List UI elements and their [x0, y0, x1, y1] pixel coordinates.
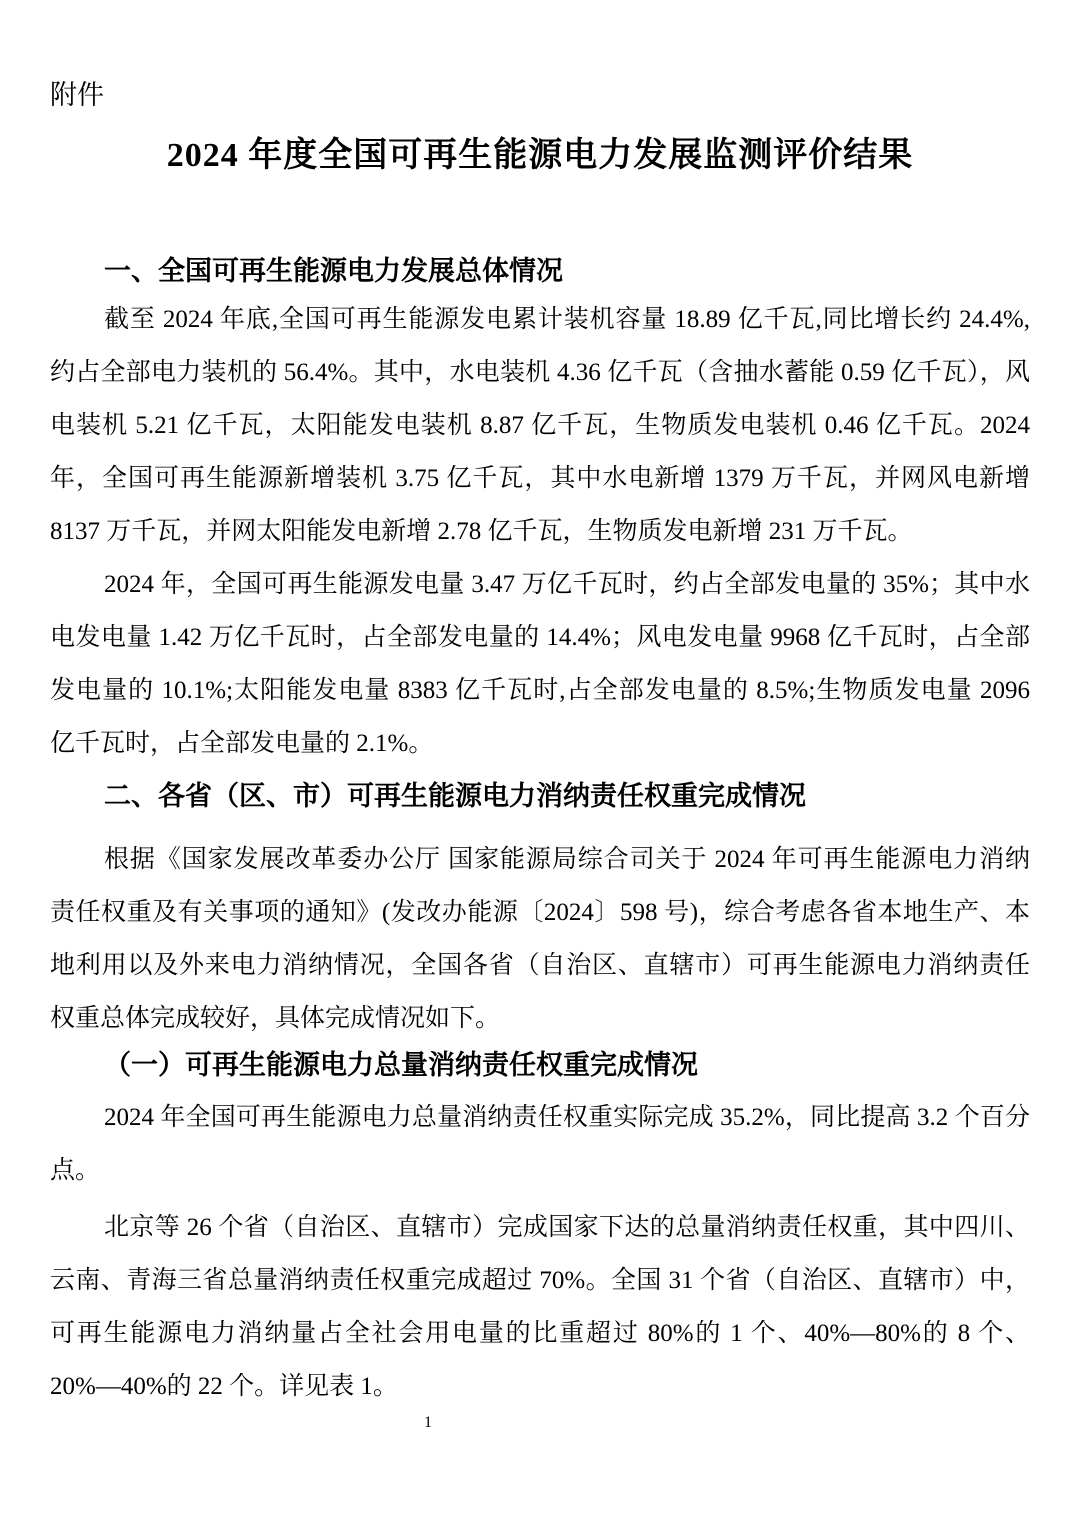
paragraph-line: 可再生能源电力消纳量占全社会用电量的比重超过 80%的 1 个、40%—80%的 8 个、	[50, 1320, 1030, 1347]
paragraph-province-statistics	[50, 1201, 1030, 1413]
section-heading-overall-situation: 一、全国可再生能源电力发展总体情况	[104, 256, 563, 286]
paragraph-line: 2024 年，全国可再生能源发电量 3.47 万亿千瓦时，约占全部发电量的 35%；其中水	[104, 571, 1030, 598]
paragraph-line: 截至 2024 年底,全国可再生能源发电累计装机容量 18.89 亿千瓦,同比增长约 24.4%,	[104, 306, 1030, 333]
subsection-heading-total-consumption-weight: （一）可再生能源电力总量消纳责任权重完成情况	[104, 1050, 698, 1080]
paragraph-line: 电装机 5.21 亿千瓦，太阳能发电装机 8.87 亿千瓦，生物质发电装机 0.46 亿千瓦。2024	[50, 412, 1030, 439]
paragraph-installed-capacity	[50, 293, 1030, 558]
paragraph-line: 电发电量 1.42 万亿千瓦时，占全部发电量的 14.4%；风电发电量 9968 亿千瓦时，占全部	[50, 624, 1030, 651]
paragraph-line: 根据《国家发展改革委办公厅 国家能源局综合司关于 2024 年可再生能源电力消纳	[104, 846, 1030, 873]
paragraph-line: 地利用以及外来电力消纳情况，全国各省（自治区、直辖市）可再生能源电力消纳责任	[50, 952, 1030, 979]
paragraph-generation-volume	[50, 558, 1030, 770]
paragraph-line: 亿千瓦时，占全部发电量的 2.1%。	[50, 730, 434, 757]
paragraph-line: 点。	[50, 1157, 101, 1184]
paragraph-line: 20%—40%的 22 个。详见表 1。	[50, 1373, 398, 1400]
paragraph-line: 权重总体完成较好，具体完成情况如下。	[50, 1005, 501, 1032]
paragraph-line: 发电量的 10.1%;太阳能发电量 8383 亿千瓦时,占全部发电量的 8.5%;生物质发电量 2096	[50, 677, 1030, 704]
paragraph-line: 8137 万千瓦，并网太阳能发电新增 2.78 亿千瓦，生物质发电新增 231 万千瓦。	[50, 518, 913, 545]
section-heading-provincial-completion: 二、各省（区、市）可再生能源电力消纳责任权重完成情况	[104, 781, 806, 811]
attachment-label: 附件	[50, 80, 104, 110]
paragraph-line: 约占全部电力装机的 56.4%。其中，水电装机 4.36 亿千瓦（含抽水蓄能 0.59 亿千瓦），风	[50, 359, 1030, 386]
paragraph-line: 云南、青海三省总量消纳责任权重完成超过 70%。全国 31 个省（自治区、直辖市）中，	[50, 1267, 1030, 1294]
document-title: 2024 年度全国可再生能源电力发展监测评价结果	[166, 137, 914, 174]
paragraph-line: 2024 年全国可再生能源电力总量消纳责任权重实际完成 35.2%，同比提高 3.2 个百分	[104, 1104, 1030, 1131]
paragraph-line: 年，全国可再生能源新增装机 3.75 亿千瓦，其中水电新增 1379 万千瓦，并网风电新增	[50, 465, 1030, 492]
paragraph-line: 责任权重及有关事项的通知》(发改办能源〔2024〕598 号)，综合考虑各省本地生产、本	[50, 899, 1030, 926]
paragraph-line: 北京等 26 个省（自治区、直辖市）完成国家下达的总量消纳责任权重，其中四川、	[104, 1214, 1030, 1241]
paragraph-policy-basis	[50, 833, 1030, 1045]
paragraph-national-completion	[50, 1091, 1030, 1197]
page-number: 1	[424, 1414, 432, 1431]
